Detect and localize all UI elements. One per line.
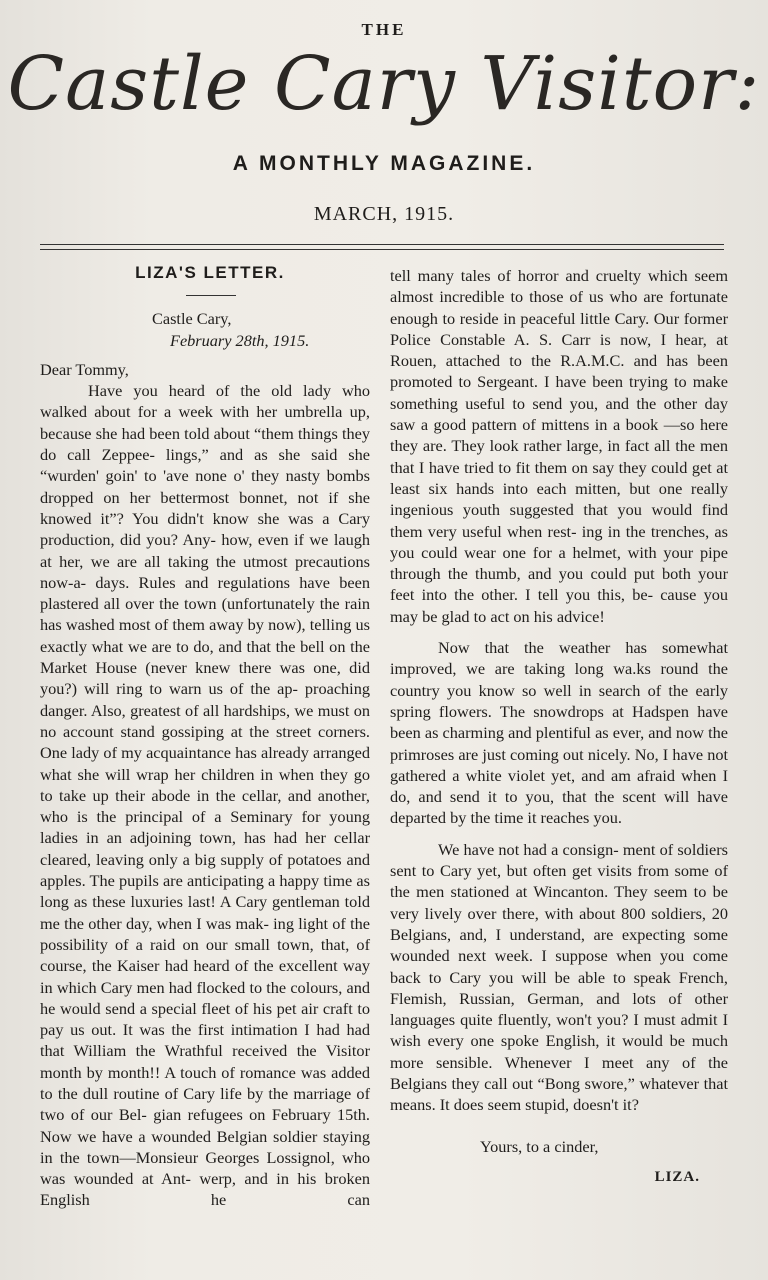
letter-paragraph-3: We have not had a consign- ment of soldiers sent to Cary yet, but often get visits from some of the men stationed at Wincanton. They seem to be very lively over there, with about 800 soldiers, 20 Belgians, and, I understand, are expecting some wounded next week. I suppose when you come back to Cary you will be able to speak French, Flemish, Russian, German, and lots of other languages quite fluently, won't you? I must admit I wish every one spoke English, it would be much more sensible. Whenever I meet any of the Belgians they call out “Bong swore,” whatever that means. It does seem stupid, doesn't it? — [390, 839, 728, 1115]
letter-paragraph-1-part-2: tell many tales of horror and cruelty which seem almost incredible to those of us who are fortunate enough to reside in peaceful little Cary. Our former Police Constable A. S. Carr is now, I hear, at Rouen, attached to the R.A.M.C. and has been promoted to Sergeant. I have been trying to make something useful to send you, and the other day saw a good pattern of mittens in a book —so here they are. They look rather large, in fact all the men that I have tried to fit them on say they could get at least six hands into each mitten, but one really ingenious youth suggested that you would find them very useful when rest- ing in the trenches, as you could wear one for a helmet, with your pipe through the thumb, and you could put both your feet into the other. I tell you this, be- cause you may be glad to act on his advice! — [390, 266, 728, 626]
header-rule-top — [40, 244, 724, 245]
heading-divider — [186, 295, 236, 296]
issue-date: MARCH, 1915. — [313, 203, 455, 225]
letter-date: February 28th, 1915. — [170, 330, 310, 350]
letter-signature: LIZA. — [654, 1168, 700, 1185]
right-column — [390, 265, 728, 1188]
letter-closing: Yours, to a cinder, — [480, 1136, 599, 1156]
letter-paragraph-1-part-1: Have you heard of the old lady who walked about for a week with her umbrella up, because she had been told about “them things they do call Zeppee- lings,” and as she said she “wurden' goin' to 'ave none o' they nasty bombs dropped on her bettermost bonnet, not if she knowed it”? You didn't know she was a Cary production, did you? Any- how, even if we laugh at her, we are all taking the utmost precautions now-a- days. Rules and regulations have been plastered all over the town (unfortunately the rain has washed most of them away by now), telling us exactly what we are to do, and that the bell on the Market House (never knew there was one, did you?) will ring to warn us of the ap- proaching danger. Also, greatest of all hardships, we must on no account stand gossiping at the street corners. One lady of my acquaintance has already arranged what she will wrap her children in when they go to take up their abode in the cellar, and another, who is the principal of a Seminary for young ladies in an adjoining town, has had her cellar cleared, leaving only a big supply of potatoes and apples. The pupils are anticipating a happy time as long as these luxuries last! A Cary gentleman told me the other day, when I was mak- ing light of the possibility of a raid on our small town, that, of course, the Kaiser had heard of the excellent way in which Cary men had flocked to the colours, and he would send a special fleet of his pet air craft to pay us out. It was the first intimation I had had that William the Wrathful received the Visitor month by month!! A touch of romance was added to the dull routine of Cary life by the marriage of two of our Bel- gian refugees on February 15th. Now we have a wounded Belgian soldier staying in the town—Monsieur Georges Lossignol, who was wounded at Ant- werp, and in his broken English he can — [40, 381, 370, 1210]
letter-salutation: Dear Tommy, — [40, 359, 129, 379]
letter-place: Castle Cary, — [152, 309, 232, 329]
header-rule-bottom — [40, 249, 724, 250]
left-column — [40, 262, 370, 1211]
magazine-title: Castle Cary Visitor: — [7, 41, 761, 127]
letter-paragraph-2: Now that the weather has somewhat improved, we are taking long wa.ks round the country you know so well in search of the early spring flowers. The snowdrops at Hadspen have been as charming and plentiful as ever, and now the primroses are just coming out nicely. No, I have not gathered a white violet yet, and am afraid when I do, and send it to you, that the scent will have departed by the time it reaches you. — [390, 638, 728, 828]
article-heading: LIZA'S LETTER. — [135, 263, 285, 282]
magazine-subtitle: A MONTHLY MAGAZINE. — [232, 152, 536, 175]
masthead-the: THE — [361, 20, 407, 39]
